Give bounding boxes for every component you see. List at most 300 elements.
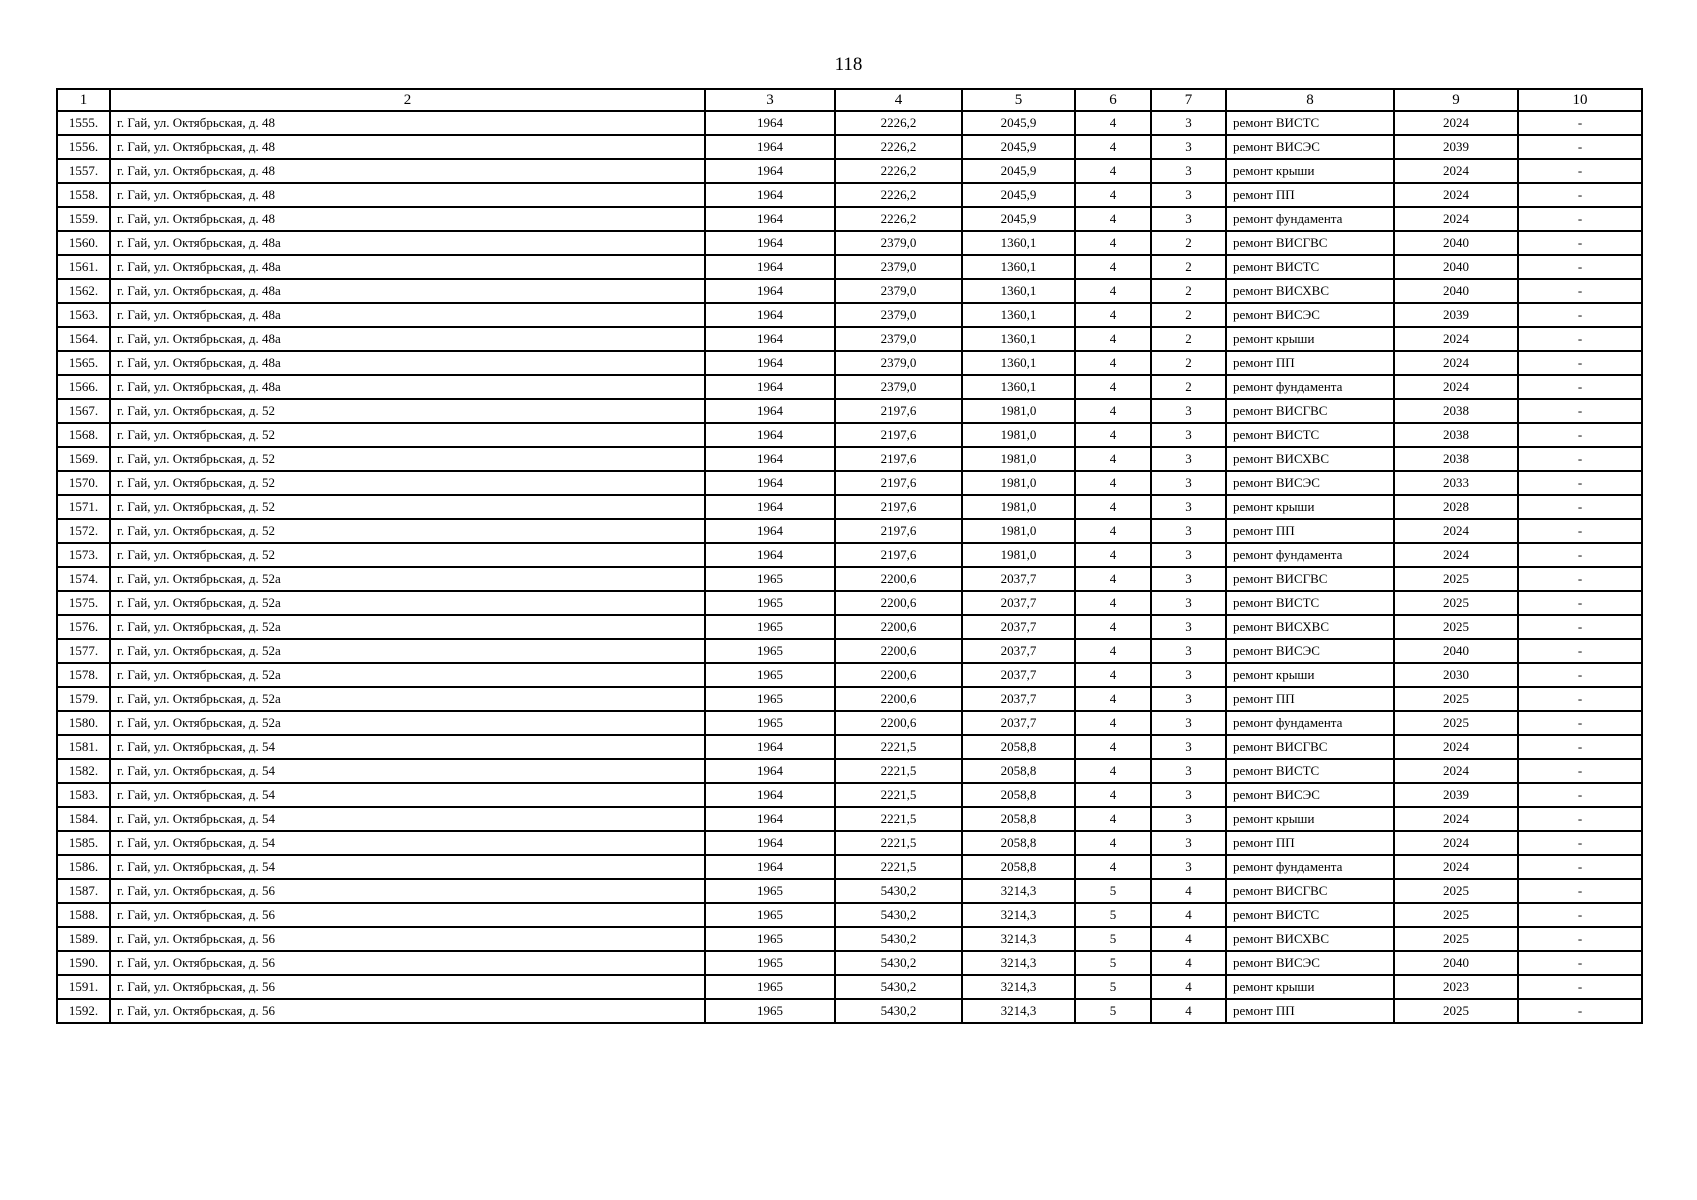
address-cell: г. Гай, ул. Октябрьская, д. 54 [110,831,705,855]
planned-year-cell: 2024 [1394,207,1518,231]
total-area-cell: 2200,6 [835,615,962,639]
entrances-cell: 3 [1151,663,1226,687]
floors-cell: 5 [1075,999,1151,1023]
planned-year-cell: 2023 [1394,975,1518,999]
build-year-cell: 1964 [705,231,835,255]
address-cell: г. Гай, ул. Октябрьская, д. 56 [110,903,705,927]
entrances-cell: 2 [1151,327,1226,351]
table-row [57,159,1642,183]
table-row [57,855,1642,879]
entrances-cell: 3 [1151,159,1226,183]
row-number-cell: 1570. [57,471,110,495]
note-cell: - [1518,399,1642,423]
work-type-cell: ремонт ПП [1226,831,1394,855]
total-area-cell: 2226,2 [835,207,962,231]
note-cell: - [1518,447,1642,471]
total-area-cell: 2221,5 [835,831,962,855]
total-area-cell: 2221,5 [835,783,962,807]
planned-year-cell: 2033 [1394,471,1518,495]
living-area-cell: 2058,8 [962,855,1075,879]
planned-year-cell: 2025 [1394,999,1518,1023]
table-row [57,447,1642,471]
living-area-cell: 1360,1 [962,255,1075,279]
entrances-cell: 4 [1151,999,1226,1023]
work-type-cell: ремонт крыши [1226,327,1394,351]
row-number-cell: 1583. [57,783,110,807]
planned-year-cell: 2038 [1394,399,1518,423]
table-row [57,207,1642,231]
planned-year-cell: 2038 [1394,423,1518,447]
work-type-cell: ремонт ВИСХВС [1226,447,1394,471]
table-row [57,711,1642,735]
total-area-cell: 2197,6 [835,399,962,423]
row-number-cell: 1584. [57,807,110,831]
address-cell: г. Гай, ул. Октябрьская, д. 48 [110,207,705,231]
build-year-cell: 1964 [705,327,835,351]
total-area-cell: 2379,0 [835,327,962,351]
row-number-cell: 1575. [57,591,110,615]
address-cell: г. Гай, ул. Октябрьская, д. 52 [110,399,705,423]
build-year-cell: 1964 [705,471,835,495]
column-header: 1 [57,89,110,111]
total-area-cell: 2379,0 [835,351,962,375]
entrances-cell: 3 [1151,111,1226,135]
entrances-cell: 2 [1151,231,1226,255]
floors-cell: 4 [1075,495,1151,519]
work-type-cell: ремонт крыши [1226,975,1394,999]
floors-cell: 4 [1075,543,1151,567]
note-cell: - [1518,303,1642,327]
table-row [57,687,1642,711]
table-row [57,975,1642,999]
floors-cell: 5 [1075,927,1151,951]
living-area-cell: 1360,1 [962,351,1075,375]
address-cell: г. Гай, ул. Октябрьская, д. 52а [110,639,705,663]
living-area-cell: 2058,8 [962,831,1075,855]
planned-year-cell: 2025 [1394,567,1518,591]
row-number-cell: 1586. [57,855,110,879]
planned-year-cell: 2024 [1394,519,1518,543]
living-area-cell: 1981,0 [962,471,1075,495]
build-year-cell: 1965 [705,663,835,687]
work-type-cell: ремонт крыши [1226,159,1394,183]
note-cell: - [1518,135,1642,159]
build-year-cell: 1964 [705,375,835,399]
planned-year-cell: 2024 [1394,759,1518,783]
planned-year-cell: 2038 [1394,447,1518,471]
note-cell: - [1518,495,1642,519]
floors-cell: 4 [1075,471,1151,495]
build-year-cell: 1965 [705,687,835,711]
entrances-cell: 4 [1151,879,1226,903]
work-type-cell: ремонт ВИСТС [1226,903,1394,927]
total-area-cell: 2197,6 [835,495,962,519]
work-type-cell: ремонт ВИСТС [1226,111,1394,135]
total-area-cell: 5430,2 [835,927,962,951]
column-header: 5 [962,89,1075,111]
table-row [57,879,1642,903]
entrances-cell: 4 [1151,975,1226,999]
column-header: 10 [1518,89,1642,111]
entrances-cell: 3 [1151,399,1226,423]
floors-cell: 4 [1075,255,1151,279]
living-area-cell: 2045,9 [962,159,1075,183]
row-number-cell: 1588. [57,903,110,927]
build-year-cell: 1964 [705,303,835,327]
planned-year-cell: 2024 [1394,807,1518,831]
floors-cell: 5 [1075,951,1151,975]
build-year-cell: 1965 [705,879,835,903]
row-number-cell: 1590. [57,951,110,975]
living-area-cell: 2045,9 [962,207,1075,231]
entrances-cell: 3 [1151,471,1226,495]
address-cell: г. Гай, ул. Октябрьская, д. 48а [110,303,705,327]
table-row [57,783,1642,807]
page-number: 118 [834,54,863,75]
note-cell: - [1518,423,1642,447]
total-area-cell: 2221,5 [835,759,962,783]
build-year-cell: 1964 [705,543,835,567]
floors-cell: 5 [1075,903,1151,927]
row-number-cell: 1557. [57,159,110,183]
planned-year-cell: 2025 [1394,615,1518,639]
entrances-cell: 3 [1151,543,1226,567]
table-row [57,591,1642,615]
note-cell: - [1518,375,1642,399]
planned-year-cell: 2040 [1394,639,1518,663]
living-area-cell: 2058,8 [962,735,1075,759]
total-area-cell: 2379,0 [835,303,962,327]
note-cell: - [1518,543,1642,567]
living-area-cell: 3214,3 [962,879,1075,903]
total-area-cell: 5430,2 [835,951,962,975]
address-cell: г. Гай, ул. Октябрьская, д. 54 [110,759,705,783]
table-row [57,375,1642,399]
note-cell: - [1518,639,1642,663]
work-type-cell: ремонт ВИСГВС [1226,879,1394,903]
row-number-cell: 1592. [57,999,110,1023]
row-number-cell: 1579. [57,687,110,711]
entrances-cell: 3 [1151,807,1226,831]
note-cell: - [1518,255,1642,279]
work-type-cell: ремонт ВИСХВС [1226,927,1394,951]
living-area-cell: 2045,9 [962,111,1075,135]
living-area-cell: 1981,0 [962,519,1075,543]
note-cell: - [1518,279,1642,303]
address-cell: г. Гай, ул. Октябрьская, д. 48а [110,351,705,375]
build-year-cell: 1964 [705,519,835,543]
row-number-cell: 1589. [57,927,110,951]
total-area-cell: 2226,2 [835,183,962,207]
work-type-cell: ремонт ПП [1226,999,1394,1023]
floors-cell: 4 [1075,111,1151,135]
row-number-cell: 1576. [57,615,110,639]
row-number-cell: 1566. [57,375,110,399]
living-area-cell: 1360,1 [962,327,1075,351]
note-cell: - [1518,903,1642,927]
floors-cell: 4 [1075,639,1151,663]
entrances-cell: 2 [1151,351,1226,375]
planned-year-cell: 2028 [1394,495,1518,519]
total-area-cell: 5430,2 [835,903,962,927]
floors-cell: 4 [1075,759,1151,783]
total-area-cell: 2379,0 [835,375,962,399]
total-area-cell: 2221,5 [835,855,962,879]
floors-cell: 4 [1075,591,1151,615]
row-number-cell: 1563. [57,303,110,327]
address-cell: г. Гай, ул. Октябрьская, д. 48а [110,255,705,279]
address-cell: г. Гай, ул. Октябрьская, д. 52 [110,471,705,495]
work-type-cell: ремонт ВИСХВС [1226,615,1394,639]
entrances-cell: 3 [1151,567,1226,591]
total-area-cell: 5430,2 [835,975,962,999]
row-number-cell: 1591. [57,975,110,999]
build-year-cell: 1965 [705,567,835,591]
total-area-cell: 2197,6 [835,543,962,567]
row-number-cell: 1556. [57,135,110,159]
note-cell: - [1518,855,1642,879]
living-area-cell: 2037,7 [962,663,1075,687]
planned-year-cell: 2024 [1394,111,1518,135]
floors-cell: 5 [1075,879,1151,903]
entrances-cell: 2 [1151,375,1226,399]
row-number-cell: 1582. [57,759,110,783]
total-area-cell: 5430,2 [835,879,962,903]
living-area-cell: 2045,9 [962,135,1075,159]
row-number-cell: 1573. [57,543,110,567]
table-row [57,399,1642,423]
planned-year-cell: 2024 [1394,735,1518,759]
build-year-cell: 1964 [705,759,835,783]
build-year-cell: 1965 [705,615,835,639]
address-cell: г. Гай, ул. Октябрьская, д. 52а [110,711,705,735]
planned-year-cell: 2024 [1394,855,1518,879]
floors-cell: 4 [1075,735,1151,759]
row-number-cell: 1578. [57,663,110,687]
column-header: 4 [835,89,962,111]
floors-cell: 4 [1075,183,1151,207]
table-row [57,423,1642,447]
row-number-cell: 1585. [57,831,110,855]
living-area-cell: 2058,8 [962,759,1075,783]
floors-cell: 4 [1075,423,1151,447]
planned-year-cell: 2040 [1394,255,1518,279]
address-cell: г. Гай, ул. Октябрьская, д. 52 [110,447,705,471]
build-year-cell: 1965 [705,639,835,663]
table-row [57,903,1642,927]
living-area-cell: 2037,7 [962,639,1075,663]
note-cell: - [1518,159,1642,183]
living-area-cell: 2037,7 [962,591,1075,615]
row-number-cell: 1555. [57,111,110,135]
planned-year-cell: 2024 [1394,831,1518,855]
table-row [57,183,1642,207]
address-cell: г. Гай, ул. Октябрьская, д. 54 [110,855,705,879]
table-row [57,471,1642,495]
floors-cell: 4 [1075,663,1151,687]
note-cell: - [1518,711,1642,735]
living-area-cell: 1360,1 [962,303,1075,327]
total-area-cell: 2197,6 [835,471,962,495]
planned-year-cell: 2024 [1394,375,1518,399]
address-cell: г. Гай, ул. Октябрьская, д. 48 [110,135,705,159]
total-area-cell: 2221,5 [835,735,962,759]
build-year-cell: 1964 [705,855,835,879]
build-year-cell: 1964 [705,351,835,375]
column-header: 8 [1226,89,1394,111]
planned-year-cell: 2025 [1394,927,1518,951]
row-number-cell: 1560. [57,231,110,255]
floors-cell: 4 [1075,375,1151,399]
planned-year-cell: 2030 [1394,663,1518,687]
build-year-cell: 1965 [705,903,835,927]
planned-year-cell: 2040 [1394,279,1518,303]
note-cell: - [1518,183,1642,207]
planned-year-cell: 2039 [1394,303,1518,327]
entrances-cell: 2 [1151,303,1226,327]
row-number-cell: 1587. [57,879,110,903]
floors-cell: 5 [1075,975,1151,999]
planned-year-cell: 2025 [1394,687,1518,711]
build-year-cell: 1964 [705,111,835,135]
total-area-cell: 2226,2 [835,135,962,159]
build-year-cell: 1964 [705,495,835,519]
entrances-cell: 3 [1151,615,1226,639]
note-cell: - [1518,975,1642,999]
floors-cell: 4 [1075,135,1151,159]
note-cell: - [1518,783,1642,807]
floors-cell: 4 [1075,615,1151,639]
entrances-cell: 3 [1151,495,1226,519]
total-area-cell: 2379,0 [835,255,962,279]
entrances-cell: 3 [1151,591,1226,615]
note-cell: - [1518,591,1642,615]
total-area-cell: 2200,6 [835,711,962,735]
table-row [57,255,1642,279]
entrances-cell: 4 [1151,903,1226,927]
build-year-cell: 1965 [705,591,835,615]
address-cell: г. Гай, ул. Октябрьская, д. 52 [110,495,705,519]
total-area-cell: 2200,6 [835,591,962,615]
planned-year-cell: 2024 [1394,351,1518,375]
work-type-cell: ремонт ПП [1226,687,1394,711]
total-area-cell: 2197,6 [835,423,962,447]
table-row [57,567,1642,591]
planned-year-cell: 2024 [1394,183,1518,207]
entrances-cell: 3 [1151,207,1226,231]
floors-cell: 4 [1075,711,1151,735]
living-area-cell: 2037,7 [962,687,1075,711]
work-type-cell: ремонт ВИСТС [1226,423,1394,447]
living-area-cell: 2058,8 [962,783,1075,807]
floors-cell: 4 [1075,351,1151,375]
living-area-cell: 3214,3 [962,903,1075,927]
build-year-cell: 1965 [705,927,835,951]
address-cell: г. Гай, ул. Октябрьская, д. 48а [110,231,705,255]
work-type-cell: ремонт фундамента [1226,543,1394,567]
note-cell: - [1518,567,1642,591]
address-cell: г. Гай, ул. Октябрьская, д. 54 [110,735,705,759]
column-header: 6 [1075,89,1151,111]
total-area-cell: 2226,2 [835,159,962,183]
note-cell: - [1518,519,1642,543]
table-row [57,951,1642,975]
column-header: 9 [1394,89,1518,111]
address-cell: г. Гай, ул. Октябрьская, д. 56 [110,951,705,975]
floors-cell: 4 [1075,279,1151,303]
build-year-cell: 1964 [705,807,835,831]
address-cell: г. Гай, ул. Октябрьская, д. 54 [110,783,705,807]
build-year-cell: 1964 [705,831,835,855]
table-row [57,231,1642,255]
floors-cell: 4 [1075,327,1151,351]
build-year-cell: 1964 [705,399,835,423]
row-number-cell: 1571. [57,495,110,519]
work-type-cell: ремонт ПП [1226,519,1394,543]
address-cell: г. Гай, ул. Октябрьская, д. 52 [110,543,705,567]
address-cell: г. Гай, ул. Октябрьская, д. 52 [110,423,705,447]
entrances-cell: 3 [1151,447,1226,471]
table-row [57,519,1642,543]
note-cell: - [1518,999,1642,1023]
build-year-cell: 1964 [705,183,835,207]
work-type-cell: ремонт ВИСХВС [1226,279,1394,303]
planned-year-cell: 2025 [1394,591,1518,615]
row-number-cell: 1565. [57,351,110,375]
build-year-cell: 1964 [705,735,835,759]
total-area-cell: 2200,6 [835,639,962,663]
work-type-cell: ремонт ПП [1226,183,1394,207]
table-row [57,663,1642,687]
work-type-cell: ремонт ВИСТС [1226,759,1394,783]
floors-cell: 4 [1075,687,1151,711]
note-cell: - [1518,231,1642,255]
entrances-cell: 3 [1151,639,1226,663]
address-cell: г. Гай, ул. Октябрьская, д. 56 [110,879,705,903]
table-row [57,303,1642,327]
note-cell: - [1518,735,1642,759]
floors-cell: 4 [1075,159,1151,183]
floors-cell: 4 [1075,783,1151,807]
address-cell: г. Гай, ул. Октябрьская, д. 52 [110,519,705,543]
work-type-cell: ремонт ВИСГВС [1226,567,1394,591]
total-area-cell: 2226,2 [835,111,962,135]
note-cell: - [1518,831,1642,855]
build-year-cell: 1964 [705,783,835,807]
build-year-cell: 1964 [705,159,835,183]
row-number-cell: 1568. [57,423,110,447]
entrances-cell: 3 [1151,855,1226,879]
planned-year-cell: 2039 [1394,135,1518,159]
living-area-cell: 1981,0 [962,543,1075,567]
table-row [57,759,1642,783]
work-type-cell: ремонт ВИСГВС [1226,735,1394,759]
planned-year-cell: 2025 [1394,711,1518,735]
floors-cell: 4 [1075,231,1151,255]
entrances-cell: 3 [1151,711,1226,735]
planned-year-cell: 2025 [1394,903,1518,927]
note-cell: - [1518,807,1642,831]
row-number-cell: 1559. [57,207,110,231]
address-cell: г. Гай, ул. Октябрьская, д. 52а [110,687,705,711]
total-area-cell: 2221,5 [835,807,962,831]
entrances-cell: 3 [1151,831,1226,855]
note-cell: - [1518,951,1642,975]
table-row [57,615,1642,639]
build-year-cell: 1964 [705,255,835,279]
living-area-cell: 3214,3 [962,951,1075,975]
living-area-cell: 2037,7 [962,711,1075,735]
